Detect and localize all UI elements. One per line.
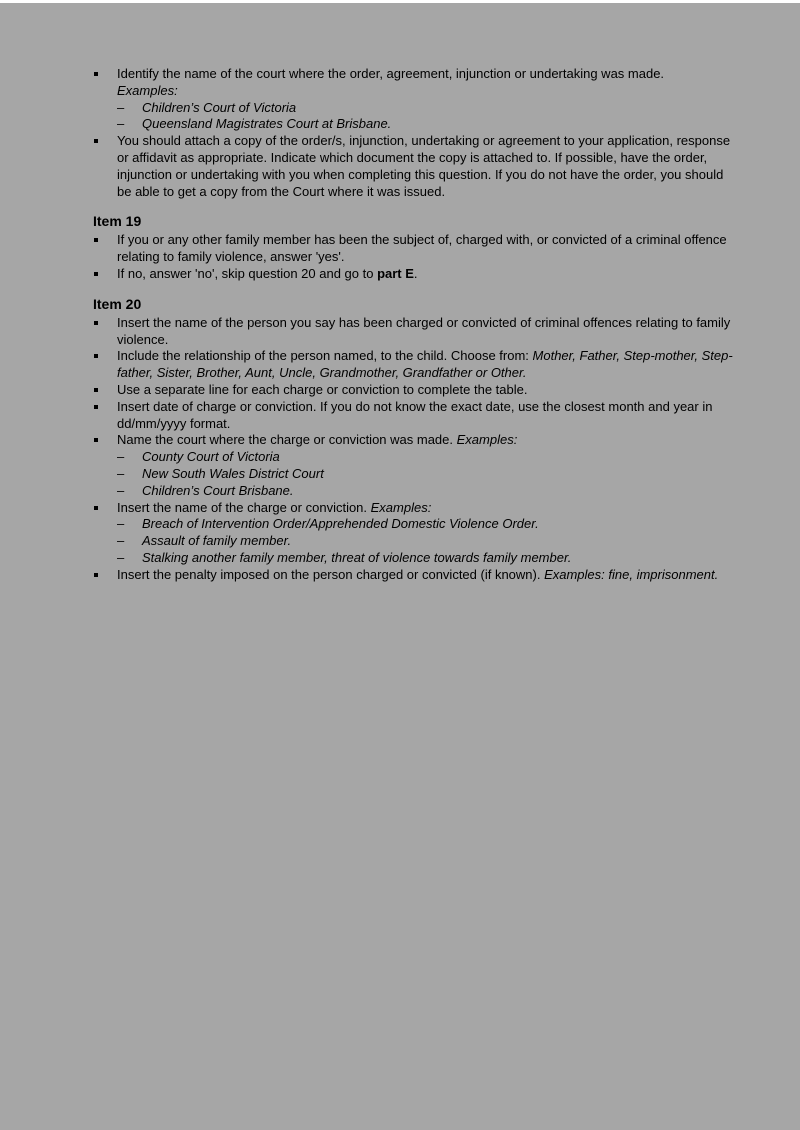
item-20-heading: Item 20 <box>93 295 142 312</box>
square-bullet-icon <box>94 388 98 392</box>
list-item <box>117 533 733 550</box>
list-item <box>93 382 733 399</box>
dash-icon: – <box>117 99 125 115</box>
example-text: Breach of Intervention Order/Apprehended Domestic Violence Order. <box>142 516 539 532</box>
examples-label: Examples: <box>456 432 518 448</box>
dash-icon: – <box>117 116 125 132</box>
list-item <box>93 500 733 567</box>
square-bullet-icon <box>94 238 98 242</box>
list-item <box>117 516 733 533</box>
intro-bullet-list <box>93 66 733 200</box>
square-bullet-icon <box>94 438 98 442</box>
bullet-text: Insert the name of the charge or conviction. <box>117 499 371 515</box>
examples-list <box>117 449 733 499</box>
example-text: Children’s Court Brisbane. <box>142 482 294 498</box>
list-item <box>117 483 733 500</box>
square-bullet-icon <box>94 139 98 143</box>
list-item <box>117 100 733 117</box>
examples-label: Examples: <box>117 82 178 98</box>
bullet-text: If you or any other family member has been the subject of, charged with, or convicted of a criminal offence relating to family violence, answer 'yes'. <box>117 232 727 265</box>
dash-icon: – <box>117 516 125 532</box>
bullet-text: If no, answer 'no', skip question 20 and go to <box>117 265 378 281</box>
bullet-text: Insert date of charge or conviction. If you do not know the exact date, use the closest month and year in dd/mm/yyyy format. <box>117 398 713 431</box>
square-bullet-icon <box>94 573 98 577</box>
part-e-reference: part E <box>377 265 414 281</box>
examples-list <box>117 100 733 134</box>
list-item <box>93 432 733 499</box>
top-page-edge <box>0 0 800 3</box>
dash-icon: – <box>117 449 125 465</box>
bullet-text: Name the court where the charge or conviction was made. <box>117 432 457 448</box>
dash-icon: – <box>117 482 125 498</box>
list-item <box>93 232 733 266</box>
example-text: County Court of Victoria <box>142 449 280 465</box>
list-item <box>93 66 733 133</box>
bullet-text: Insert the name of the person you say has been charged or convicted of criminal offences relating to family violence. <box>117 314 731 347</box>
relationship-options: Mother, Father, Step-mother, Step-father, Sister, Brother, Aunt, Uncle, Grandmother, Grandfather or Other. <box>117 348 733 381</box>
bullet-text-end: . <box>413 265 418 281</box>
list-item <box>93 133 733 200</box>
list-item <box>117 466 733 483</box>
list-item <box>117 449 733 466</box>
bullet-text: You should attach a copy of the order/s, injunction, undertaking or agreement to your application, response or affidavit as appropriate. Indicate which document the copy is attached to. If possible, have the order, injunction or undertaking with you when completing this question. If you do not have the order, you should be able to get a copy from the Court where it was issued. <box>117 133 731 199</box>
examples-label: Examples: <box>370 499 432 515</box>
list-item <box>93 348 733 382</box>
square-bullet-icon <box>94 321 98 325</box>
penalty-examples: Examples: fine, imprisonment. <box>544 566 719 582</box>
list-item <box>93 399 733 433</box>
dash-icon: – <box>117 549 125 565</box>
bullet-text: Insert the penalty imposed on the person charged or convicted (if known). <box>117 566 545 582</box>
example-text: Children’s Court of Victoria <box>142 99 297 115</box>
square-bullet-icon <box>94 506 98 510</box>
example-text: Queensland Magistrates Court at Brisbane. <box>142 116 392 132</box>
bullet-text: Identify the name of the court where the order, agreement, injunction or undertaking was made. <box>117 66 665 81</box>
square-bullet-icon <box>94 354 98 358</box>
example-text: Assault of family member. <box>142 533 292 549</box>
bullet-text: Include the relationship of the person named, to the child. Choose from: <box>117 348 533 364</box>
examples-list <box>117 516 733 566</box>
dash-icon: – <box>117 533 125 549</box>
bullet-text: Use a separate line for each charge or conviction to complete the table. <box>117 381 528 397</box>
list-item <box>117 116 733 133</box>
item-20-bullet-list <box>93 315 733 584</box>
dash-icon: – <box>117 465 125 481</box>
list-item <box>93 315 733 349</box>
square-bullet-icon <box>94 405 98 409</box>
square-bullet-icon <box>94 72 98 76</box>
document-page <box>93 66 733 584</box>
list-item <box>93 266 733 283</box>
example-text: New South Wales District Court <box>142 465 324 481</box>
item-19-bullet-list <box>93 232 733 282</box>
item-19-heading: Item 19 <box>93 213 142 230</box>
list-item <box>93 567 733 584</box>
example-text: Stalking another family member, threat of violence towards family member. <box>142 549 572 565</box>
list-item <box>117 550 733 567</box>
square-bullet-icon <box>94 272 98 276</box>
